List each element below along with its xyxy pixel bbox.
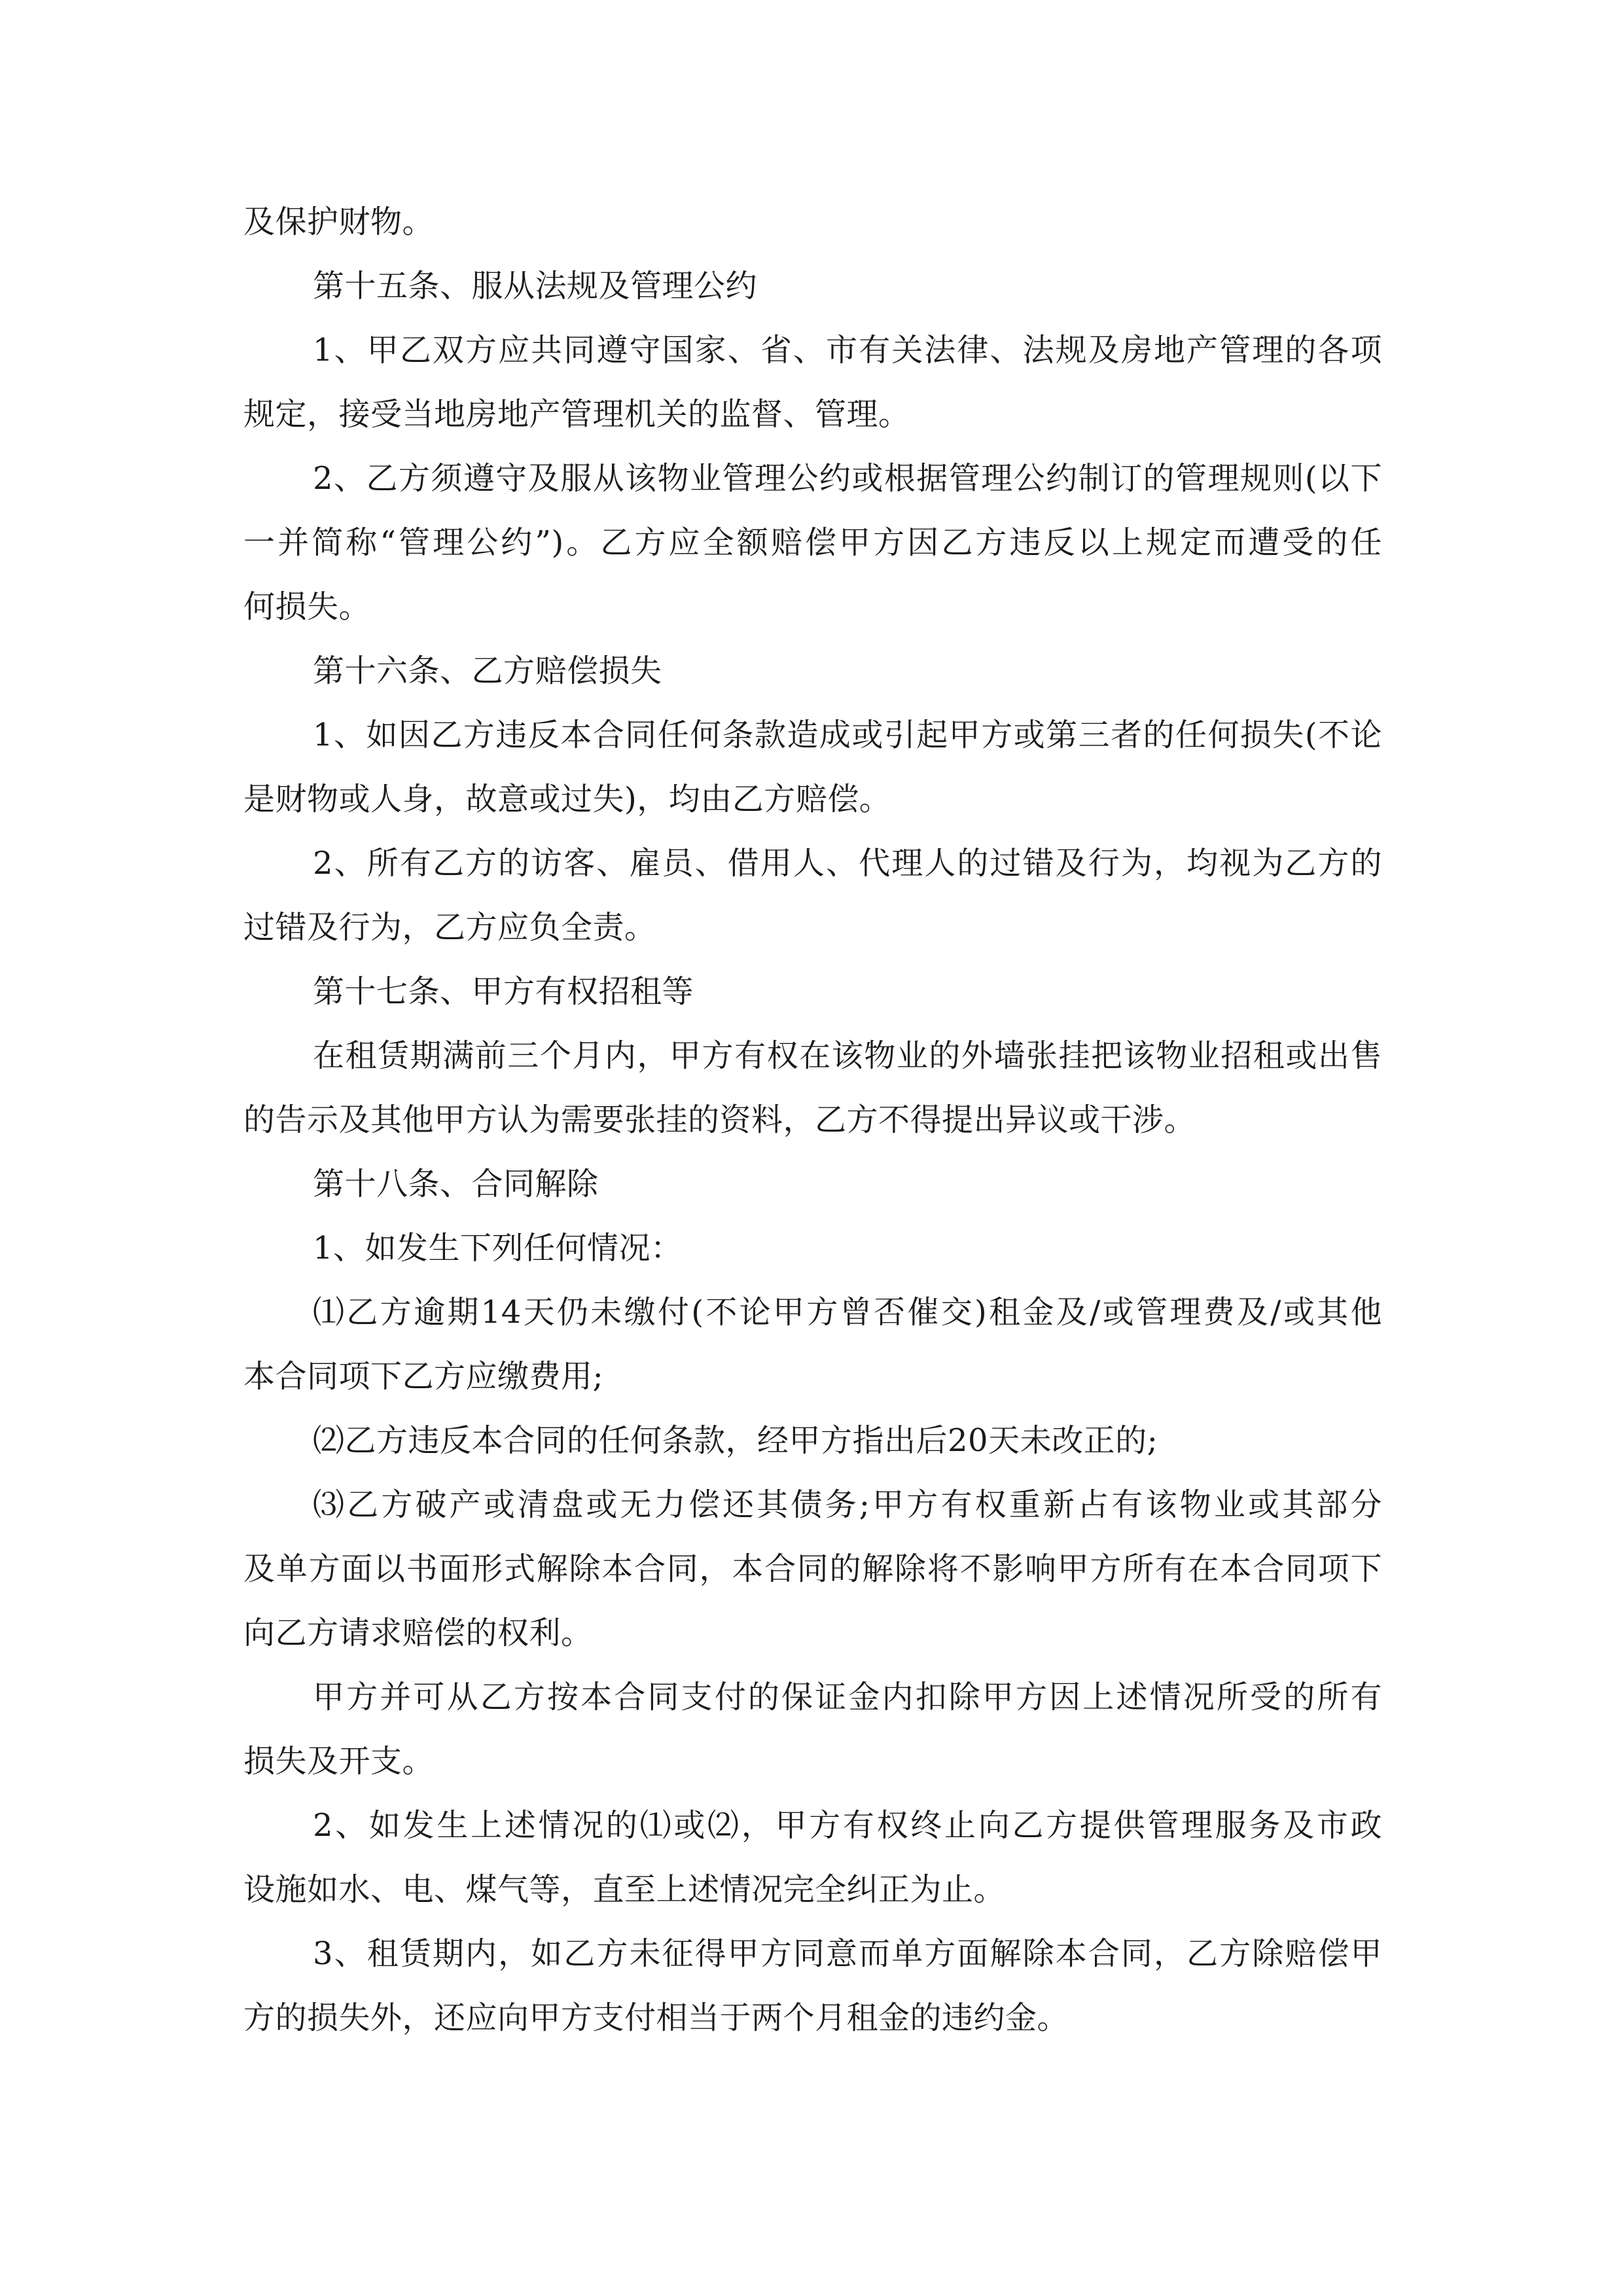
text-line: 3、租赁期内，如乙方未征得甲方同意而单方面解除本合同，乙方除赔偿甲 [313, 1935, 1382, 1972]
text-line: 方的损失外，还应向甲方支付相当于两个月租金的违约金。 [243, 2000, 1069, 2036]
article-heading: 第十六条、乙方赔偿损失 [313, 653, 662, 689]
text-line: 本合同项下乙方应缴费用; [243, 1358, 604, 1395]
text-line: 1、甲乙双方应共同遵守国家、省、市有关法律、法规及房地产管理的各项 [313, 332, 1382, 368]
text-line: 一并简称“管理公约”)。乙方应全额赔偿甲方因乙方违反以上规定而遭受的任 [243, 524, 1382, 561]
text-line: 规定，接受当地房地产管理机关的监督、管理。 [243, 396, 910, 433]
text-line: ⑴乙方逾期14天仍未缴付(不论甲方曾否催交)租金及/或管理费及/或其他 [313, 1294, 1382, 1331]
text-line: 及单方面以书面形式解除本合同，本合同的解除将不影响甲方所有在本合同项下 [243, 1551, 1382, 1587]
text-line: ⑵乙方违反本合同的任何条款，经甲方指出后20天未改正的; [313, 1422, 1158, 1459]
text-line: 的告示及其他甲方认为需要张挂的资料，乙方不得提出异议或干涉。 [243, 1102, 1196, 1138]
text-line: 何损失。 [243, 588, 371, 625]
article-heading: 第十七条、甲方有权招租等 [313, 973, 694, 1010]
text-line: 是财物或人身，故意或过失)，均由乙方赔偿。 [243, 781, 891, 817]
text-line: 2、乙方须遵守及服从该物业管理公约或根据管理公约制订的管理规则(以下 [313, 460, 1382, 497]
text-line: 损失及开支。 [243, 1743, 435, 1780]
text-line: 2、如发生上述情况的⑴或⑵，甲方有权终止向乙方提供管理服务及市政 [313, 1807, 1382, 1844]
text-line: 2、所有乙方的访客、雇员、借用人、代理人的过错及行为，均视为乙方的 [313, 845, 1382, 882]
text-line: 1、如发生下列任何情况： [313, 1230, 683, 1266]
text-line: 在租赁期满前三个月内，甲方有权在该物业的外墙张挂把该物业招租或出售 [313, 1037, 1382, 1074]
document-page [243, 190, 1382, 2050]
text-line: 甲方并可从乙方按本合同支付的保证金内扣除甲方因上述情况所受的所有 [313, 1679, 1382, 1715]
text-line: 设施如水、电、煤气等，直至上述情况完全纠正为止。 [243, 1871, 1006, 1908]
text-line: 过错及行为，乙方应负全责。 [243, 909, 656, 946]
text-line: ⑶乙方破产或清盘或无力偿还其债务;甲方有权重新占有该物业或其部分 [313, 1486, 1382, 1523]
article-heading: 第十八条、合同解除 [313, 1166, 599, 1202]
text-line: 及保护财物。 [243, 204, 435, 240]
text-line: 向乙方请求赔偿的权利。 [243, 1615, 593, 1651]
article-heading: 第十五条、服从法规及管理公约 [313, 268, 758, 304]
text-line: 1、如因乙方违反本合同任何条款造成或引起甲方或第三者的任何损失(不论 [313, 717, 1382, 753]
